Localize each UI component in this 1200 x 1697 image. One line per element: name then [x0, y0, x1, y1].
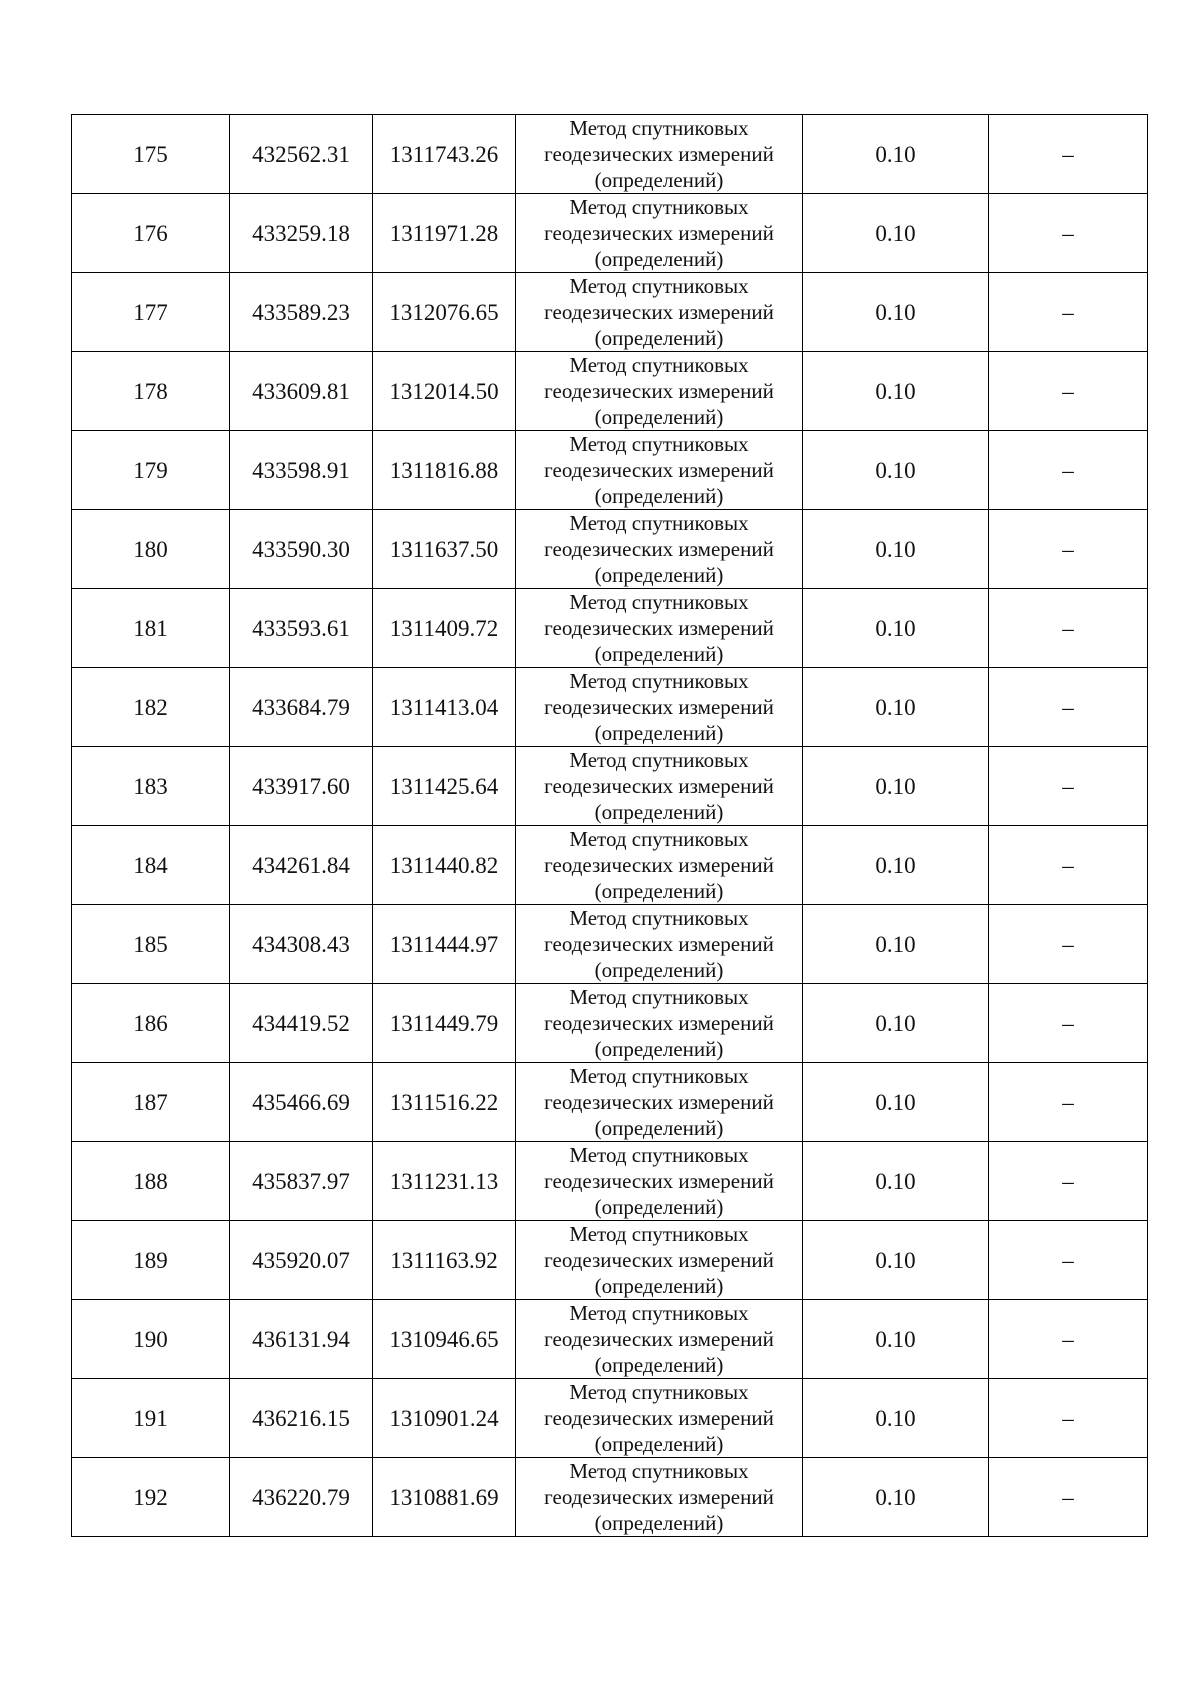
method-text-line: геодезических измерений — [544, 1248, 774, 1272]
point-number-cell: 180 — [72, 510, 230, 589]
method-text-line: Метод спутниковых — [569, 274, 749, 298]
accuracy-cell: 0.10 — [803, 115, 989, 194]
y-coordinate-cell: 1310901.24 — [373, 1379, 516, 1458]
x-coordinate-cell: 435466.69 — [230, 1063, 373, 1142]
method-text-line: (определений) — [594, 1511, 724, 1535]
method-text-line: Метод спутниковых — [569, 1459, 749, 1483]
method-text-line: геодезических измерений — [544, 1090, 774, 1114]
y-coordinate-cell: 1311425.64 — [373, 747, 516, 826]
method-text-line: геодезических измерений — [544, 458, 774, 482]
coordinates-table — [71, 114, 1148, 1537]
point-number-cell: 179 — [72, 431, 230, 510]
point-number-cell: 190 — [72, 1300, 230, 1379]
y-coordinate-cell: 1311743.26 — [373, 115, 516, 194]
y-coordinate-cell: 1311413.04 — [373, 668, 516, 747]
method-text-line: Метод спутниковых — [569, 116, 749, 140]
accuracy-cell: 0.10 — [803, 826, 989, 905]
accuracy-cell: 0.10 — [803, 747, 989, 826]
method-cell — [516, 1300, 803, 1379]
method-cell — [516, 1221, 803, 1300]
point-number-cell: 191 — [72, 1379, 230, 1458]
method-text-line: (определений) — [594, 1353, 724, 1377]
method-text-line: (определений) — [594, 1432, 724, 1456]
y-coordinate-cell: 1311637.50 — [373, 510, 516, 589]
method-cell — [516, 510, 803, 589]
x-coordinate-cell: 433590.30 — [230, 510, 373, 589]
method-text-line: Метод спутниковых — [569, 1380, 749, 1404]
method-text-line: Метод спутниковых — [569, 432, 749, 456]
table-row — [72, 194, 1148, 273]
y-coordinate-cell: 1310946.65 — [373, 1300, 516, 1379]
accuracy-cell: 0.10 — [803, 905, 989, 984]
method-text-line: геодезических измерений — [544, 300, 774, 324]
x-coordinate-cell: 433598.91 — [230, 431, 373, 510]
note-cell: – — [989, 1142, 1148, 1221]
method-text-line: геодезических измерений — [544, 1169, 774, 1193]
point-number-cell: 182 — [72, 668, 230, 747]
method-cell — [516, 589, 803, 668]
note-cell: – — [989, 984, 1148, 1063]
method-text-line: (определений) — [594, 642, 724, 666]
method-text-line: Метод спутниковых — [569, 1143, 749, 1167]
x-coordinate-cell: 433259.18 — [230, 194, 373, 273]
method-text-line: Метод спутниковых — [569, 827, 749, 851]
note-cell: – — [989, 352, 1148, 431]
method-text-line: (определений) — [594, 1037, 724, 1061]
accuracy-cell: 0.10 — [803, 510, 989, 589]
method-text-line: (определений) — [594, 247, 724, 271]
accuracy-cell: 0.10 — [803, 431, 989, 510]
table-row — [72, 1379, 1148, 1458]
table-row — [72, 1300, 1148, 1379]
point-number-cell: 188 — [72, 1142, 230, 1221]
note-cell: – — [989, 273, 1148, 352]
method-cell — [516, 1063, 803, 1142]
note-cell: – — [989, 668, 1148, 747]
table-row — [72, 747, 1148, 826]
method-text-line: Метод спутниковых — [569, 195, 749, 219]
x-coordinate-cell: 433684.79 — [230, 668, 373, 747]
method-text-line: геодезических измерений — [544, 1406, 774, 1430]
method-cell — [516, 984, 803, 1063]
y-coordinate-cell: 1311971.28 — [373, 194, 516, 273]
x-coordinate-cell: 432562.31 — [230, 115, 373, 194]
y-coordinate-cell: 1311449.79 — [373, 984, 516, 1063]
note-cell: – — [989, 510, 1148, 589]
accuracy-cell: 0.10 — [803, 1379, 989, 1458]
x-coordinate-cell: 436220.79 — [230, 1458, 373, 1537]
method-text-line: Метод спутниковых — [569, 748, 749, 772]
note-cell: – — [989, 431, 1148, 510]
y-coordinate-cell: 1310881.69 — [373, 1458, 516, 1537]
method-cell — [516, 431, 803, 510]
table-row — [72, 826, 1148, 905]
point-number-cell: 185 — [72, 905, 230, 984]
point-number-cell: 184 — [72, 826, 230, 905]
method-text-line: (определений) — [594, 563, 724, 587]
method-text-line: геодезических измерений — [544, 695, 774, 719]
point-number-cell: 175 — [72, 115, 230, 194]
table-row — [72, 1221, 1148, 1300]
method-cell — [516, 905, 803, 984]
point-number-cell: 189 — [72, 1221, 230, 1300]
method-cell — [516, 194, 803, 273]
x-coordinate-cell: 436216.15 — [230, 1379, 373, 1458]
method-cell — [516, 352, 803, 431]
method-text-line: Метод спутниковых — [569, 985, 749, 1009]
point-number-cell: 186 — [72, 984, 230, 1063]
method-text-line: геодезических измерений — [544, 379, 774, 403]
method-text-line: геодезических измерений — [544, 932, 774, 956]
note-cell: – — [989, 905, 1148, 984]
method-cell — [516, 115, 803, 194]
point-number-cell: 183 — [72, 747, 230, 826]
table-row — [72, 431, 1148, 510]
method-text-line: (определений) — [594, 800, 724, 824]
x-coordinate-cell: 434261.84 — [230, 826, 373, 905]
note-cell: – — [989, 1063, 1148, 1142]
x-coordinate-cell: 435920.07 — [230, 1221, 373, 1300]
method-text-line: геодезических измерений — [544, 537, 774, 561]
method-cell — [516, 1458, 803, 1537]
method-text-line: Метод спутниковых — [569, 511, 749, 535]
method-cell — [516, 1142, 803, 1221]
table-row — [72, 589, 1148, 668]
x-coordinate-cell: 434419.52 — [230, 984, 373, 1063]
table-row — [72, 1458, 1148, 1537]
point-number-cell: 176 — [72, 194, 230, 273]
note-cell: – — [989, 747, 1148, 826]
x-coordinate-cell: 433593.61 — [230, 589, 373, 668]
table-row — [72, 1142, 1148, 1221]
accuracy-cell: 0.10 — [803, 1221, 989, 1300]
method-text-line: геодезических измерений — [544, 1327, 774, 1351]
accuracy-cell: 0.10 — [803, 668, 989, 747]
note-cell: – — [989, 1379, 1148, 1458]
point-number-cell: 181 — [72, 589, 230, 668]
method-text-line: (определений) — [594, 405, 724, 429]
point-number-cell: 177 — [72, 273, 230, 352]
y-coordinate-cell: 1311409.72 — [373, 589, 516, 668]
method-text-line: Метод спутниковых — [569, 1222, 749, 1246]
method-text-line: геодезических измерений — [544, 221, 774, 245]
y-coordinate-cell: 1312014.50 — [373, 352, 516, 431]
y-coordinate-cell: 1312076.65 — [373, 273, 516, 352]
table-row — [72, 905, 1148, 984]
x-coordinate-cell: 435837.97 — [230, 1142, 373, 1221]
note-cell: – — [989, 826, 1148, 905]
table-body — [72, 115, 1148, 1537]
point-number-cell: 192 — [72, 1458, 230, 1537]
x-coordinate-cell: 434308.43 — [230, 905, 373, 984]
point-number-cell: 187 — [72, 1063, 230, 1142]
accuracy-cell: 0.10 — [803, 352, 989, 431]
method-text-line: (определений) — [594, 1195, 724, 1219]
method-cell — [516, 668, 803, 747]
y-coordinate-cell: 1311516.22 — [373, 1063, 516, 1142]
x-coordinate-cell: 433917.60 — [230, 747, 373, 826]
method-cell — [516, 1379, 803, 1458]
accuracy-cell: 0.10 — [803, 1458, 989, 1537]
y-coordinate-cell: 1311231.13 — [373, 1142, 516, 1221]
method-text-line: (определений) — [594, 484, 724, 508]
method-cell — [516, 747, 803, 826]
x-coordinate-cell: 433589.23 — [230, 273, 373, 352]
accuracy-cell: 0.10 — [803, 194, 989, 273]
table-row — [72, 115, 1148, 194]
accuracy-cell: 0.10 — [803, 1063, 989, 1142]
method-text-line: Метод спутниковых — [569, 906, 749, 930]
method-text-line: Метод спутниковых — [569, 353, 749, 377]
method-cell — [516, 273, 803, 352]
note-cell: – — [989, 1458, 1148, 1537]
method-text-line: Метод спутниковых — [569, 590, 749, 614]
method-text-line: геодезических измерений — [544, 853, 774, 877]
method-text-line: (определений) — [594, 721, 724, 745]
method-text-line: геодезических измерений — [544, 616, 774, 640]
method-text-line: Метод спутниковых — [569, 669, 749, 693]
table-row — [72, 273, 1148, 352]
note-cell: – — [989, 1300, 1148, 1379]
table-row — [72, 984, 1148, 1063]
note-cell: – — [989, 115, 1148, 194]
accuracy-cell: 0.10 — [803, 273, 989, 352]
x-coordinate-cell: 436131.94 — [230, 1300, 373, 1379]
y-coordinate-cell: 1311816.88 — [373, 431, 516, 510]
accuracy-cell: 0.10 — [803, 1142, 989, 1221]
note-cell: – — [989, 589, 1148, 668]
method-cell — [516, 826, 803, 905]
table-row — [72, 668, 1148, 747]
accuracy-cell: 0.10 — [803, 589, 989, 668]
method-text-line: (определений) — [594, 879, 724, 903]
accuracy-cell: 0.10 — [803, 984, 989, 1063]
y-coordinate-cell: 1311163.92 — [373, 1221, 516, 1300]
method-text-line: (определений) — [594, 1274, 724, 1298]
table-row — [72, 1063, 1148, 1142]
accuracy-cell: 0.10 — [803, 1300, 989, 1379]
method-text-line: геодезических измерений — [544, 142, 774, 166]
note-cell: – — [989, 194, 1148, 273]
method-text-line: геодезических измерений — [544, 1485, 774, 1509]
table-row — [72, 352, 1148, 431]
method-text-line: (определений) — [594, 958, 724, 982]
y-coordinate-cell: 1311444.97 — [373, 905, 516, 984]
note-cell: – — [989, 1221, 1148, 1300]
method-text-line: (определений) — [594, 326, 724, 350]
method-text-line: Метод спутниковых — [569, 1064, 749, 1088]
y-coordinate-cell: 1311440.82 — [373, 826, 516, 905]
method-text-line: (определений) — [594, 1116, 724, 1140]
x-coordinate-cell: 433609.81 — [230, 352, 373, 431]
method-text-line: Метод спутниковых — [569, 1301, 749, 1325]
method-text-line: геодезических измерений — [544, 774, 774, 798]
method-text-line: (определений) — [594, 168, 724, 192]
point-number-cell: 178 — [72, 352, 230, 431]
table-row — [72, 510, 1148, 589]
method-text-line: геодезических измерений — [544, 1011, 774, 1035]
